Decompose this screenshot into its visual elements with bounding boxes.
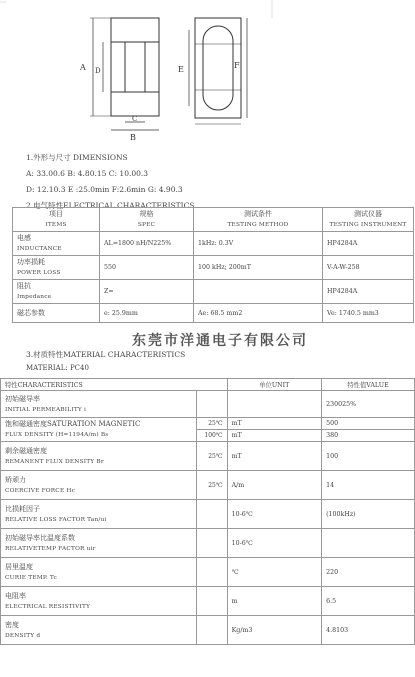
table-row: 阻抗 Impedance Z= HP4284A	[13, 280, 414, 304]
material-title: 3.材质特性MATERIAL CHARACTERISTICS	[26, 350, 186, 359]
table-row: 初始磁导率 INITIAL PERMEABILITY i 230025%	[1, 391, 415, 418]
dimensions-line-2: D: 12.10.3 E :25.0min F:2.6min G: 4.90.3	[26, 185, 183, 194]
table-row: 功率损耗 POWER LOSS 550 100 kHz; 200mT V-A-W-258	[13, 256, 414, 280]
front-view-left-slot	[111, 42, 125, 92]
front-view-right-slot	[145, 42, 159, 92]
dimensions-title: 1.外形与尺寸 DIMENSIONS	[26, 153, 128, 162]
table-row: 100℃ mT 380	[1, 430, 415, 442]
table-row: 密度 DENSITY d Kg/m3 4.8103	[1, 616, 415, 645]
label-D: D	[95, 67, 101, 75]
label-C: C	[132, 115, 138, 123]
label-F: F	[234, 61, 240, 70]
dimensions-section	[26, 150, 195, 214]
material-name: MATERIAL: PC40	[26, 364, 89, 372]
company-watermark: 东莞市洋通电子有限公司	[132, 333, 308, 349]
table-row: 磁芯参数 e: 25.9mm Ae: 68.5 mm2 Ve: 1740.5 mm3	[13, 304, 414, 323]
table-row: 矫顽力 COERCIVE FORCE Hc 25℃ A/m 14	[1, 471, 415, 500]
table-row: 电感 INDUCTANCE AL=1800 nH/N225% 1kHz: 0.3V HP4284A	[13, 232, 414, 256]
table-header-row: 特性CHARACTERISTICS 单位UNIT 特性值VALUE	[1, 379, 415, 391]
table-row: 饱和磁通密度SATURATION MAGNETIC FLUX DENSITY (H=1194A/m) Bs 25℃ mT 500	[1, 418, 415, 430]
electrical-table	[12, 207, 414, 323]
side-view	[189, 18, 247, 124]
table-row: 初始磁导率比温度系数 RELATIVETEMP FACTOR uir 10-6℃	[1, 529, 415, 558]
table-row: 电阻率 ELECTRICAL RESISTIVITY m 6.5	[1, 587, 415, 616]
dimensions-line-1: A: 33.00.6 B: 4.80.15 C: 10.00.3	[26, 169, 149, 178]
label-E: E	[178, 65, 184, 74]
label-A: A	[80, 63, 86, 72]
side-view-center-leg	[203, 26, 233, 110]
table-header-row: 项目 ITEMS 规格 SPEC 测试条件 TESTING METHOD 测试仪器 TESTING INSTRUMENT	[13, 208, 414, 232]
label-B: B	[130, 133, 136, 142]
table-row: 比损耗因子 RELATIVE LOSS FACTOR Tan/ui 10-6℃ (100kHz)	[1, 500, 415, 529]
table-row: 剩余磁通密度 REMANENT FLUX DENSITY Br 25℃ mT 100	[1, 442, 415, 471]
material-table	[0, 378, 415, 645]
electrical-title: 2.电气特性ELECTRICAL CHARACTERISTICS	[26, 201, 195, 210]
table-row: 居里温度 CURIE TEMP. Tc ℃ 220	[1, 558, 415, 587]
core-dimension-drawing	[0, 0, 415, 150]
